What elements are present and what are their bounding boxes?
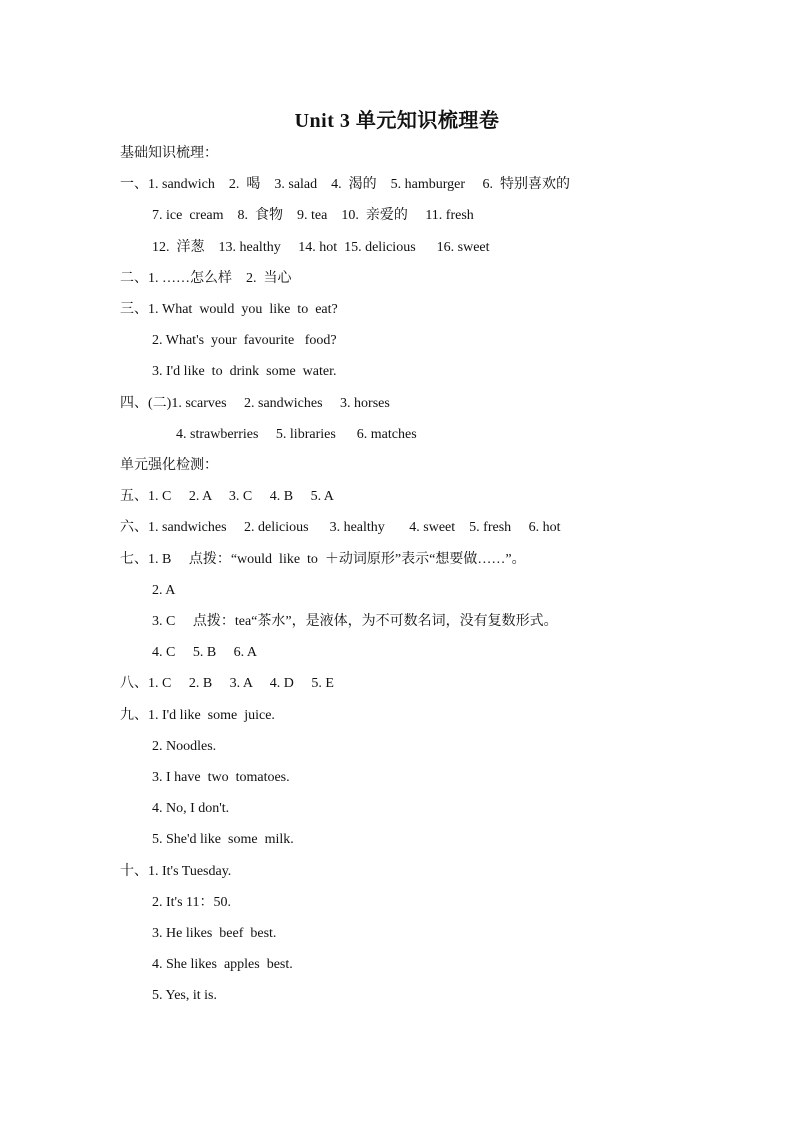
answer-line-13: 2. A	[152, 583, 176, 598]
answer-line-15: 4. C 5. B 6. A	[152, 645, 258, 660]
section-heading-tests: 单元强化检测：	[120, 458, 218, 473]
answer-line-11: 六、1. sandwiches 2. delicious 3. healthy 4. sweet 5. fresh 6. hot	[120, 520, 561, 535]
answer-line-23: 2. It's 11：50.	[152, 895, 232, 910]
answer-line-20: 4. No, I don't.	[152, 801, 230, 816]
answer-line-1: 一、1. sandwich 2. 喝 3. salad 4. 渴的 5. hamburger 6. 特别喜欢的	[120, 177, 571, 192]
answer-line-12: 七、1. B 点拨：“would like to ＋动词原形”表示“想要做……”。	[120, 552, 526, 567]
answer-line-25: 4. She likes apples best.	[152, 957, 293, 972]
answer-line-8: 四、(二)1. scarves 2. sandwiches 3. horses	[120, 396, 390, 411]
answer-line-3: 12. 洋葱 13. healthy 14. hot 15. delicious 16. sweet	[152, 240, 490, 255]
answer-line-7: 3. I'd like to drink some water.	[152, 364, 337, 379]
answer-line-24: 3. He likes beef best.	[152, 926, 277, 941]
answer-line-19: 3. I have two tomatoes.	[152, 770, 290, 785]
answer-line-16: 八、1. C 2. B 3. A 4. D 5. E	[120, 676, 334, 691]
answer-line-17: 九、1. I'd like some juice.	[120, 708, 275, 723]
section-heading-basics: 基础知识梳理：	[120, 146, 218, 161]
answer-line-21: 5. She'd like some milk.	[152, 832, 294, 847]
answer-line-4: 二、1. ……怎么样 2. 当心	[120, 271, 292, 286]
answer-line-18: 2. Noodles.	[152, 739, 217, 754]
page-title: Unit 3 单元知识梳理卷	[294, 110, 500, 132]
answer-line-14: 3. C 点拨：tea“茶水”，是液体，为不可数名词，没有复数形式。	[152, 614, 558, 629]
answer-line-2: 7. ice cream 8. 食物 9. tea 10. 亲爱的 11. fresh	[152, 208, 474, 223]
answer-line-9: 4. strawberries 5. libraries 6. matches	[176, 427, 417, 442]
answer-line-5: 三、1. What would you like to eat?	[120, 302, 338, 317]
answer-line-6: 2. What's your favourite food?	[152, 333, 337, 348]
answer-line-10: 五、1. C 2. A 3. C 4. B 5. A	[120, 489, 334, 504]
answer-line-22: 十、1. It's Tuesday.	[120, 864, 232, 879]
answer-line-26: 5. Yes, it is.	[152, 988, 217, 1003]
